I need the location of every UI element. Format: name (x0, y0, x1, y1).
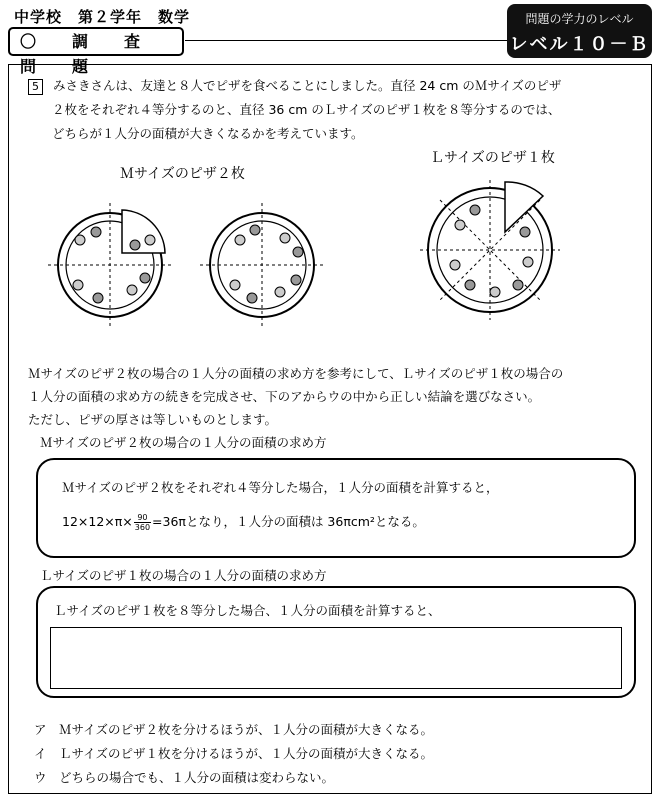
problem-intro-line-3: どちらが１人分の面積が大きくなるかを考えています。 (52, 126, 364, 141)
pizza-illustrations (0, 0, 660, 340)
choice-a[interactable]: ア Ｍサイズのピザ２枚を分けるほうが、１人分の面積が大きくなる。 (34, 722, 434, 737)
instruction-line-1: Ｍサイズのピザ２枚の場合の１人分の面積の求め方を参考にして、Ｌサイズのピザ１枚の場合の (28, 366, 564, 381)
level-value: レベル１０－Ｂ (509, 34, 650, 55)
level-caption: 問題の学力のレベル (525, 12, 634, 26)
m-method-line-1: Ｍサイズのピザ２枚をそれぞれ４等分した場合，１人分の面積を計算すると， (62, 480, 499, 495)
l-pizza (420, 180, 560, 320)
label-m-pizza: Ｍサイズのピザ２枚 (120, 166, 245, 182)
m-method-box (36, 458, 636, 558)
label-l-pizza: Ｌサイズのピザ１枚 (430, 150, 555, 166)
instruction-line-3: ただし、ピザの厚さは等しいものとします。 (28, 412, 278, 427)
l-method-line-1: Ｌサイズのピザ１枚を８等分した場合、１人分の面積を計算すると、 (54, 603, 441, 618)
grade-subject-header: 中学校 第２学年 数学 (14, 8, 191, 26)
problem-number: 5 (28, 79, 43, 95)
m-method-title: Ｍサイズのピザ２枚の場合の１人分の面積の求め方 (40, 435, 327, 450)
m-pizza-2 (200, 203, 324, 327)
choice-i[interactable]: イ Ｌサイズのピザ１枚を分けるほうが、１人分の面積が大きくなる。 (34, 746, 434, 761)
l-method-title: Ｌサイズのピザ１枚の場合の１人分の面積の求め方 (40, 568, 327, 583)
instruction-line-2: １人分の面積の求め方の続きを完成させ、下のアからウの中から正しい結論を選びなさい。 (28, 389, 541, 404)
m-method-formula: 12×12×π× $\frac{90}{360}$ =36πとなり，１人分の面積は 36πcm²となる。 (62, 513, 425, 532)
survey-title: 〇 調 査 問 題 (8, 27, 184, 56)
problem-intro-line-1: 5 みさきさんは、友達と８人でピザを食べることにしました。直径 24 cm のＭサイズのピザ (28, 76, 561, 95)
choice-u[interactable]: ウ どちらの場合でも、１人分の面積は変わらない。 (34, 770, 335, 785)
problem-intro-line-2: ２枚をそれぞれ４等分するのと、直径 36 cm のＬサイズのピザ１枚を８等分するのでは、 (52, 102, 561, 117)
m-pizza-1 (48, 203, 172, 327)
answer-area[interactable] (50, 627, 622, 689)
fraction-90-360: $\frac{90}{360}$ (134, 513, 151, 532)
